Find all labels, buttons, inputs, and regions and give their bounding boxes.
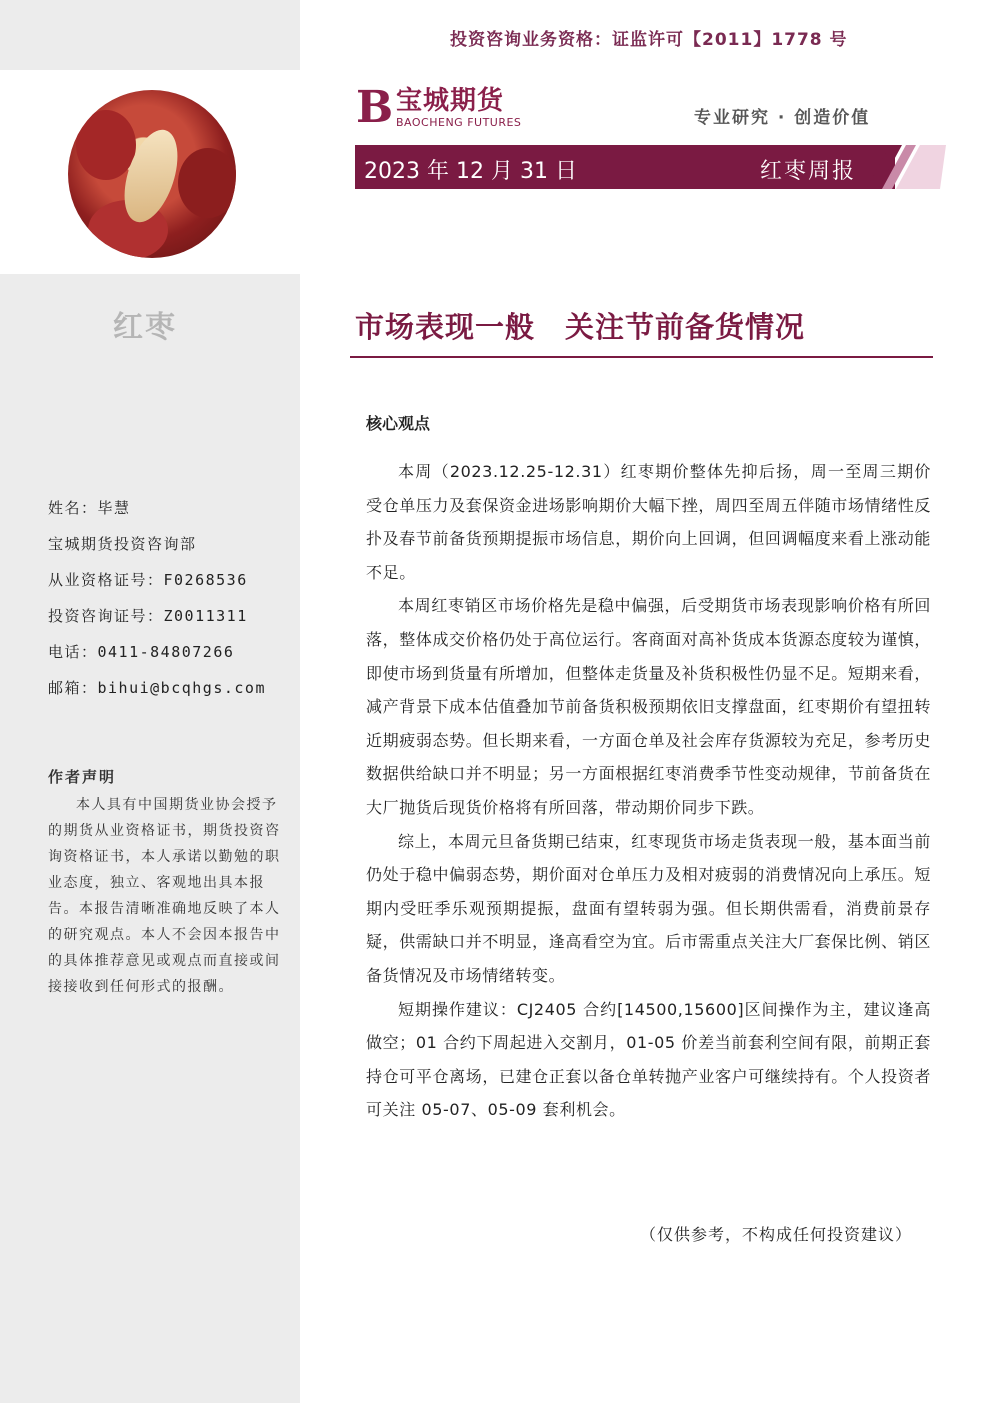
author-info: [48, 496, 266, 712]
declaration-heading: 作者声明: [48, 768, 117, 786]
author-consulting-no: 投资咨询证号：Z0011311: [48, 607, 248, 625]
banner-stripes-decoration: [866, 145, 946, 189]
core-view-heading: 核心观点: [366, 414, 431, 433]
body-paragraph: 综上，本周元旦备货期已结束，红枣现货市场走货表现一般，基本面当前仍处于稳中偏弱态势，期价面对仓单压力及相对疲弱的消费情况向上承压。短期内受旺季乐观预期提振，盘面有望转弱为强。但长期供需看，消费前景存疑，供需缺口并不明显，逢高看空为宜。后市需重点关注大厂套保比例、销区备货情况及市场情绪转变。: [366, 831, 931, 985]
author-department: 宝城期货投资咨询部: [48, 535, 197, 553]
report-date: 2023 年 12 月 31 日: [364, 159, 577, 184]
body-paragraph: 短期操作建议：CJ2405 合约[14500,15600]区间操作为主，建议逢高做空；01 合约下周起进入交割月，01-05 价差当前套利空间有限，前期正套持仓可平仓离场，已建仓正套以备仓单转抛产业客户可继续持有。个人投资者可关注 05-07、05-09 套利机会。: [366, 999, 931, 1120]
disclaimer: （仅供参考，不构成任何投资建议）: [640, 1225, 913, 1244]
logo-name-en: BAOCHENG FUTURES: [396, 116, 522, 129]
body-paragraph: 本周（2023.12.25-12.31）红枣期价整体先抑后扬，周一至周三期价受仓单压力及套保资金进场影响期价大幅下挫，周四至周五伴随市场情绪性反扑及春节前备货预期提振市场信息，期价向上回调，但回调幅度来看上涨动能不足。: [366, 462, 931, 582]
license-text: 投资咨询业务资格：证监许可【2011】1778 号: [450, 30, 848, 50]
body-paragraph: 本周红枣销区市场价格先是稳中偏强，后受期货市场表现影响价格有所回落，整体成交价格仍处于高位运行。客商面对高补货成本货源态度较为谨慎，即使市场到货量有所增加，但整体走货量及补货积极性仍显不足。短期来看，减产背景下成本估值叠加节前备货积极预期依旧支撑盘面，红枣期价有望扭转近期疲弱态势。但长期来看，一方面仓单及社会库存货源较为充足，参考历史数据供给缺口并不明显；另一方面根据红枣消费季节性变动规律，节前备货在大厂抛货后现货价格将有所回落，带动期价同步下跌。: [366, 596, 931, 817]
report-body: [366, 455, 931, 1127]
sidebar-top-band: [0, 0, 300, 70]
author-email: 邮箱：bihui@bcqhgs.com: [48, 679, 266, 697]
author-name: 姓名：毕慧: [48, 499, 131, 517]
red-dates-photo: [68, 90, 236, 258]
title-divider: [350, 356, 933, 358]
report-type: 红枣周报: [760, 159, 857, 184]
company-logo: [356, 82, 526, 133]
author-qualification-no: 从业资格证号：F0268536: [48, 571, 248, 589]
logo-mark-icon: B: [356, 82, 394, 133]
author-phone: 电话：0411-84807266: [48, 643, 235, 661]
sector-label: 红枣: [113, 310, 177, 345]
slogan: 专业研究 · 创造价值: [694, 108, 871, 128]
logo-name-cn: 宝城期货: [396, 86, 505, 116]
declaration-body: 本人具有中国期货业协会授予的期货从业资格证书，期货投资咨询资格证书，本人承诺以勤勉的职业态度，独立、客观地出具本报告。本报告清晰准确地反映了本人的研究观点。本人不会因本报告中的具体推荐意见或观点而直接或间接接收到任何形式的报酬。: [48, 797, 281, 995]
report-title: 市场表现一般 关注节前备货情况: [355, 310, 806, 344]
